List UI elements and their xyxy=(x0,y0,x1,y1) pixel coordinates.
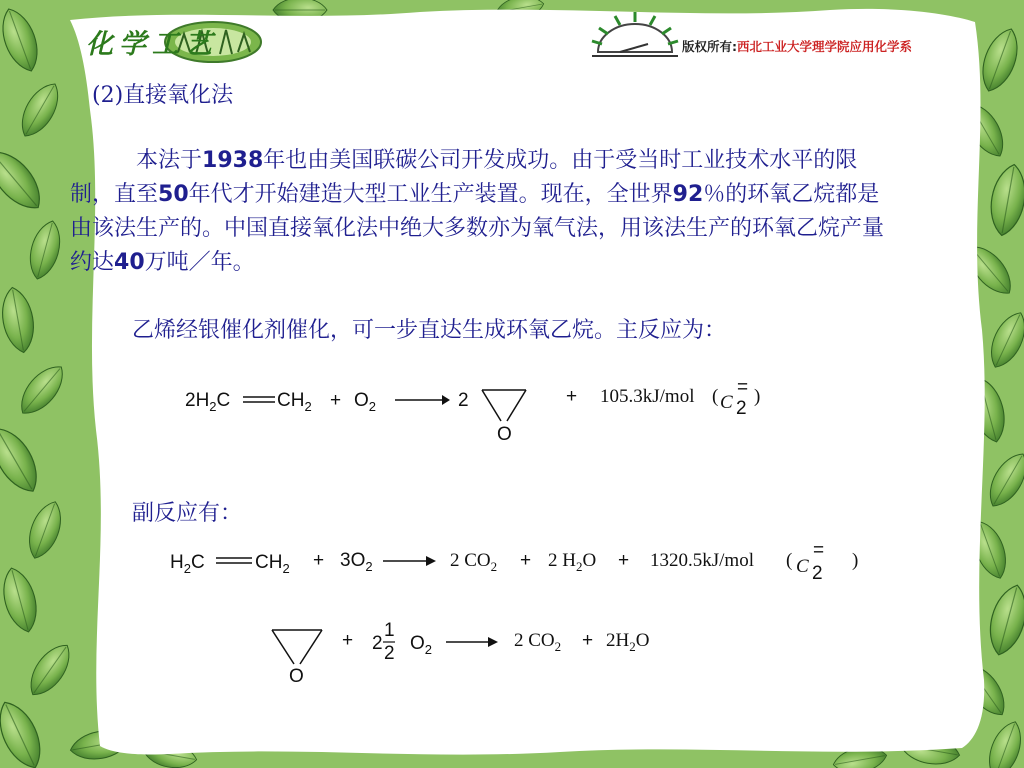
plus-sign: + xyxy=(330,390,342,411)
svg-text:(: ( xyxy=(712,386,719,407)
coefficient: 2 xyxy=(372,633,383,654)
heat-value: 1320.5kJ/mol xyxy=(650,550,754,571)
co2-formula: 2 $CO_2$ xyxy=(514,630,562,654)
copyright-text xyxy=(682,37,912,55)
co2-formula: 2 $CO_2$ xyxy=(450,550,498,574)
plus-sign: + xyxy=(520,550,532,571)
oxygen-formula: $O_2$ xyxy=(410,633,433,657)
svg-text:=: = xyxy=(737,377,749,398)
svg-text:(: ( xyxy=(786,550,793,571)
side-reactions-heading: 副反应有： xyxy=(132,501,243,526)
plus-sign: + xyxy=(342,630,354,651)
reaction-arrow xyxy=(395,395,450,405)
coefficient: 2 xyxy=(458,390,469,411)
section-heading: (2)直接氧化法 xyxy=(92,83,234,108)
ethylene-symbol: C xyxy=(720,392,733,413)
copyright-label: 版权所有: xyxy=(682,39,737,54)
svg-text:O: O xyxy=(289,666,304,687)
p1-seg: ％的环氧乙烷都是由该法生产的。中国直接氧化法中绝大多数亦为氧气法，用该法生产的环氧乙烷产量约达 xyxy=(70,182,885,275)
heat-value: 105.3kJ/mol xyxy=(600,386,695,407)
side-reaction-1 xyxy=(168,536,868,586)
svg-text:): ) xyxy=(754,386,761,407)
plus-sign: + xyxy=(582,630,594,651)
paragraph-2: 乙烯经银催化剂催化，可一步直达生成环氧乙烷。主反应为： xyxy=(132,318,727,343)
percent-92: 92 xyxy=(672,182,704,207)
year-1938: 1938 xyxy=(202,148,264,173)
plus-sign: + xyxy=(566,386,578,407)
epoxide-ring-icon xyxy=(272,630,322,687)
svg-text:=: = xyxy=(813,540,825,561)
fraction-numerator: 1 xyxy=(384,620,395,641)
side-reaction-2 xyxy=(268,616,688,686)
output-40: 40 xyxy=(114,250,145,275)
svg-text:): ) xyxy=(852,550,859,571)
svg-text:2: 2 xyxy=(736,398,747,419)
oxygen-formula: $3O_2$ xyxy=(340,550,373,574)
copyright-owner: 西北工业大学理学院应用化学系 xyxy=(737,39,913,54)
ethylene-formula-right: $CH_2$ xyxy=(277,390,312,414)
logo-text: 化学工艺 xyxy=(86,29,218,60)
paragraph-1 xyxy=(70,144,900,280)
reaction-arrow xyxy=(446,637,498,647)
ethylene-formula: $2H_2C$ xyxy=(185,390,231,414)
p1-seg: 万吨／年。 xyxy=(144,250,255,275)
p1-seg: 年也由美国联碳公司开发成功。由于受当时工业技术水平的限制，直至 xyxy=(70,148,858,207)
svg-text:2: 2 xyxy=(812,563,823,584)
fraction-denominator: 2 xyxy=(384,643,395,664)
water-formula: $2H_2O$ xyxy=(606,630,650,654)
plus-sign: + xyxy=(313,550,325,571)
svg-text:O: O xyxy=(497,424,512,445)
decade-50: 50 xyxy=(158,182,189,207)
sun-logo-icon xyxy=(590,12,680,62)
water-formula: 2 $H_2O$ xyxy=(548,550,597,574)
p1-seg: 本法于 xyxy=(136,148,203,173)
plus-sign: + xyxy=(618,550,630,571)
oxygen-formula: $O_2$ xyxy=(354,390,377,414)
ethylene-formula-right: $CH_2$ xyxy=(255,552,290,576)
epoxide-ring-icon xyxy=(482,390,526,445)
course-logo xyxy=(78,14,268,66)
p1-seg: 年代才开始建造大型工业生产装置。现在，全世界 xyxy=(188,182,673,207)
ethylene-symbol: C xyxy=(796,556,809,577)
header-copyright xyxy=(590,12,1000,62)
main-reaction-equation xyxy=(180,376,780,446)
ethylene-formula: $H_2C$ xyxy=(170,552,205,576)
reaction-arrow xyxy=(383,556,436,566)
